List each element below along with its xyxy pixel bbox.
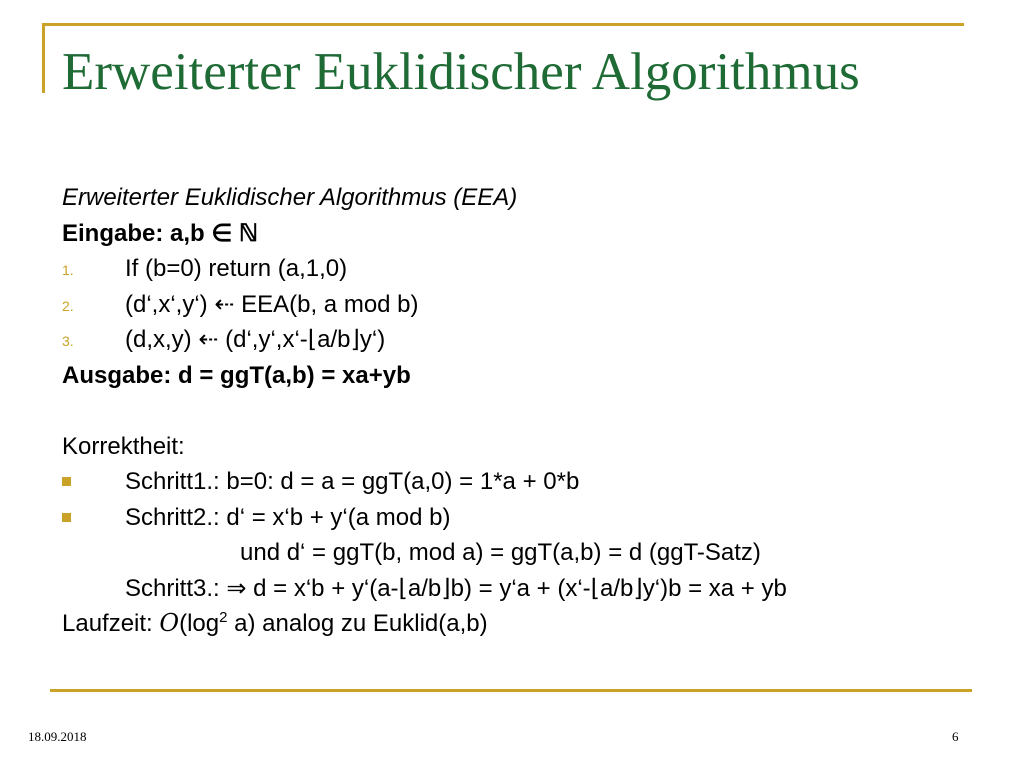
list-item <box>62 500 1002 536</box>
correctness-text: und d‘ = ggT(b, mod a) = ggT(a,b) = d (ggT-Satz) <box>240 539 761 566</box>
bullet-icon <box>62 513 71 522</box>
input-line: Eingabe: a,b ∈ ℕ <box>62 219 259 247</box>
list-item <box>62 322 1002 358</box>
algorithm-heading: Erweiterter Euklidischer Algorithmus (EEA) <box>62 184 518 211</box>
output-line: Ausgabe: d = ggT(a,b) = xa+yb <box>62 361 411 389</box>
correctness-text: Schritt3.: ⇒ d = x‘b + y‘(a-⌊a/b⌋b) = y‘a + (x‘-⌊a/b⌋y‘)b = xa + yb <box>125 574 787 602</box>
runtime-exponent: 2 <box>219 609 228 626</box>
runtime-prefix: Laufzeit: <box>62 610 160 637</box>
step-number: 1. <box>62 262 74 278</box>
big-o-symbol: O <box>159 609 180 637</box>
correctness-label: Korrektheit: <box>62 432 185 460</box>
step-text: (d‘,x‘,y‘) ⇠ EEA(b, a mod b) <box>125 290 419 318</box>
step-text: If (b=0) return (a,1,0) <box>125 255 348 282</box>
runtime-line <box>62 606 1002 642</box>
list-item <box>62 251 1002 287</box>
list-item <box>62 535 1002 571</box>
step-number: 3. <box>62 333 74 349</box>
footer-date: 18.09.2018 <box>28 729 87 744</box>
list-item <box>62 571 1002 607</box>
page-number: 6 <box>952 729 959 744</box>
runtime-log: (log <box>179 610 220 637</box>
bullet-icon <box>62 477 71 486</box>
bottom-rule <box>50 689 972 692</box>
step-text: (d,x,y) ⇠ (d‘,y‘,x‘-⌊a/b⌋y‘) <box>125 326 386 353</box>
step-number: 2. <box>62 297 74 314</box>
left-rule <box>42 23 45 93</box>
list-item <box>62 464 1002 500</box>
slide-title: Erweiterter Euklidischer Algorithmus <box>62 43 860 101</box>
list-item <box>62 287 1002 323</box>
runtime-rest: a) analog zu Euklid(a,b) <box>227 610 488 637</box>
correctness-text: Schritt2.: d‘ = x‘b + y‘(a mod b) <box>125 503 451 531</box>
spacer <box>62 393 1002 429</box>
correctness-text: Schritt1.: b=0: d = a = ggT(a,0) = 1*a + 0*b <box>125 468 580 495</box>
slide-body <box>62 180 1002 642</box>
top-rule <box>42 23 964 26</box>
